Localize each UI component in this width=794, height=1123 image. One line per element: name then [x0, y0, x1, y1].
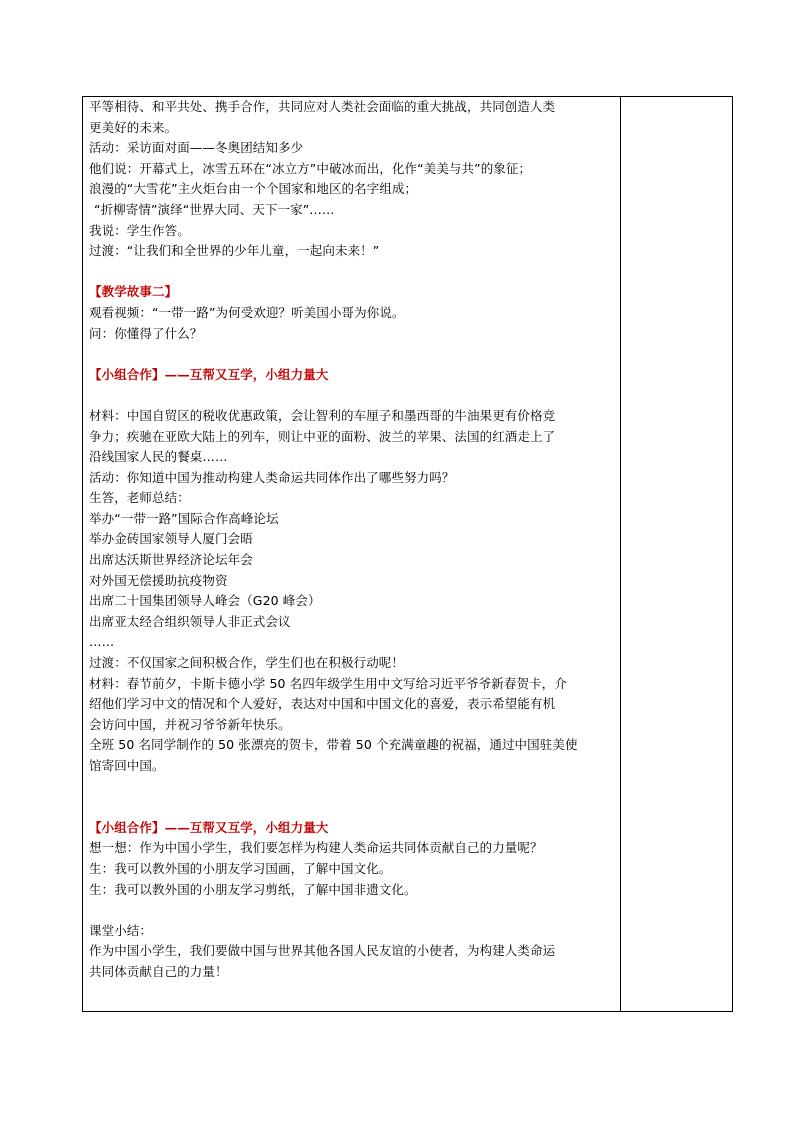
spacer: [89, 385, 617, 406]
spacer: [89, 262, 617, 283]
text-line: “折柳寄情”演绎“世界大同、天下一家”……: [94, 201, 335, 217]
list-item: 出席二十国集团领导人峰会（G20 峰会）: [89, 593, 321, 609]
text-line: ……: [89, 634, 115, 650]
spacer: [89, 900, 617, 921]
text-line: 浪漫的“大雪花”主火炬台由一个个国家和地区的名字组成；: [89, 181, 418, 197]
notes-cell: [621, 97, 732, 1011]
text-line: 更美好的未来。: [89, 119, 178, 135]
text-line: 生：我可以教外国的小朋友学习国画，了解中国文化。: [89, 860, 392, 876]
text-line: 活动：你知道中国为推动构建人类命运共同体作出了哪些努力吗？: [89, 469, 455, 485]
text-line: 会访问中国，并祝习爷爷新年快乐。: [89, 716, 291, 732]
text-line: 作为中国小学生，我们要做中国与世界其他各国人民友谊的小使者，为构建人类命运: [89, 943, 556, 959]
spacer: [89, 344, 617, 365]
list-item: 对外国无偿援助抗疫物资: [89, 572, 228, 588]
text-line: 全班 50 名同学制作的 50 张漂亮的贺卡，带着 50 个充满童趣的祝福，通过中国驻美使: [89, 737, 578, 753]
text-line: 观看视频：“一带一路”为何受欢迎？听美国小哥为你说。: [89, 304, 405, 320]
text-line: 材料：中国自贸区的税收优惠政策，会让智利的车厘子和墨西哥的牛油果更有价格竞: [89, 407, 556, 423]
text-line: 共同体贡献自己的力量！: [89, 963, 228, 979]
spacer: [89, 777, 617, 798]
text-line: 生：我可以教外国的小朋友学习剪纸，了解中国非遗文化。: [89, 881, 417, 897]
list-item: 出席亚太经合组织领导人非正式会议: [89, 613, 291, 629]
text-line: 沿线国家人民的餐桌……: [89, 449, 228, 465]
text-line: 争力；疾驰在亚欧大陆上的列车，则让中亚的面粉、波兰的苹果、法国的红酒走上了: [89, 428, 556, 444]
text-line: 活动：采访面对面——冬奥团结知多少: [89, 140, 304, 156]
section-heading-group-work-2: 【小组合作】——互帮又互学，小组力量大: [89, 819, 329, 835]
section-heading-group-work-1: 【小组合作】——互帮又互学，小组力量大: [89, 366, 329, 382]
text-line: 绍他们学习中文的情况和个人爱好，表达对中国和中国文化的喜爱，表示希望能有机: [89, 696, 556, 712]
list-item: 举办金砖国家领导人厦门会晤: [89, 531, 253, 547]
text-line: 问：你懂得了什么？: [89, 325, 203, 341]
text-line: 想一想：作为中国小学生，我们要怎样为构建人类命运共同体贡献自己的力量呢？: [89, 840, 543, 856]
text-line: 我说：学生作答。: [89, 222, 190, 238]
lesson-table: [82, 96, 733, 1012]
text-line: 过渡：不仅国家之间积极合作，学生们也在积极行动呢！: [89, 655, 405, 671]
spacer: [89, 797, 617, 818]
text-line: 平等相待、和平共处、携手合作，共同应对人类社会面临的重大挑战，共同创造人类: [89, 99, 556, 114]
lesson-content-cell: [89, 97, 617, 983]
summary-title: 课堂小结：: [89, 922, 153, 938]
section-heading-story-2: 【教学故事二】: [89, 284, 178, 300]
text-line: 馆寄回中国。: [89, 758, 165, 773]
text-line: 材料：春节前夕，卡斯卡德小学 50 名四年级学生用中文写给习近平爷爷新春贺卡，介: [89, 675, 567, 691]
text-line: 生答，老师总结：: [89, 490, 190, 506]
text-line: 过渡：“让我们和全世界的少年儿童，一起向未来！”: [89, 243, 380, 259]
text-line: 他们说：开幕式上，冰雪五环在“冰立方”中破冰而出，化作“美美与共”的象征；: [89, 160, 532, 176]
list-item: 举办“一带一路”国际合作高峰论坛: [89, 510, 279, 526]
list-item: 出席达沃斯世界经济论坛年会: [89, 552, 253, 568]
